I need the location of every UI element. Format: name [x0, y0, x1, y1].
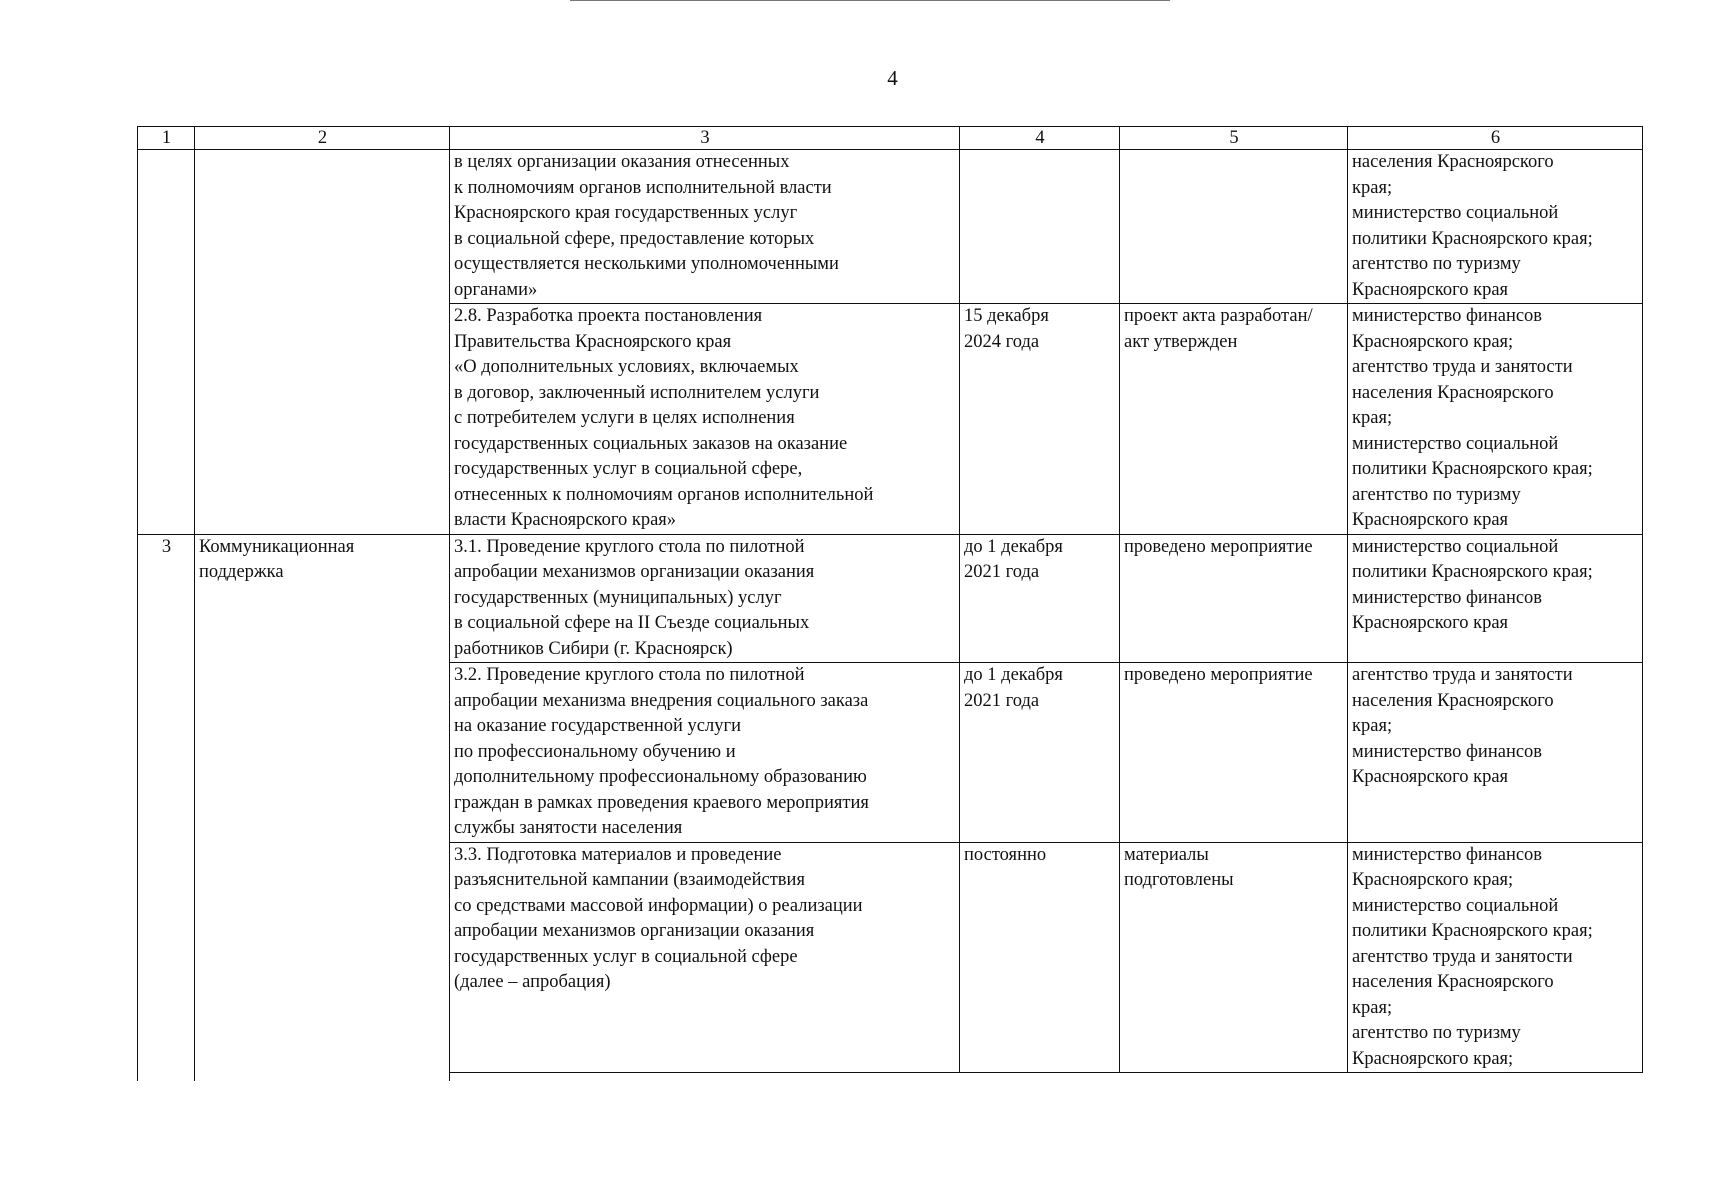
- cell-result: проект акта разработан/ акт утвержден: [1120, 304, 1348, 535]
- cell-responsible: министерство финансов Красноярского края; министерство социальной политики Красноярского края; агентство труда и занятости населения Красноярского края; агентство по туризму Красноярского края;: [1348, 842, 1643, 1073]
- column-header-6: 6: [1348, 127, 1643, 150]
- cell-responsible: населения Красноярского края; министерство социальной политики Красноярского края; агентство по туризму Красноярского края: [1348, 150, 1643, 304]
- cell-result: проведено мероприятие: [1120, 663, 1348, 843]
- cell-action: в целях организации оказания отнесенных к полномочиям органов исполнительной власти Красноярского края государственных услуг в социальной сфере, предоставление которых осуществляется несколькими уполномоченными органами»: [450, 150, 960, 304]
- cell-deadline: 15 декабря 2024 года: [960, 304, 1120, 535]
- cell-number: [138, 150, 195, 535]
- cell-action: 3.3. Подготовка материалов и проведение разъяснительной кампании (взаимодействия со средствами массовой информации) о реализации апробации механизмов организации оказания государственных услуг в социальной сфере (далее – апробация): [450, 842, 960, 1073]
- cell-action: 2.8. Разработка проекта постановления Правительства Красноярского края «О дополнительных условиях, включаемых в договор, заключенный исполнителем услуги с потребителем услуги в целях исполнения государственных социальных заказов на оказание государственных услуг в социальной сфере, отнесенных к полномочиям органов исполнительной власти Красноярского края»: [450, 304, 960, 535]
- cell-deadline: до 1 декабря 2021 года: [960, 663, 1120, 843]
- plan-table: [137, 126, 1643, 1081]
- column-header-5: 5: [1120, 127, 1348, 150]
- top-edge-rule: [570, 0, 1170, 1]
- cell-responsible: министерство финансов Красноярского края; агентство труда и занятости населения Красноярского края; министерство социальной политики Красноярского края; агентство по туризму Красноярского края: [1348, 304, 1643, 535]
- cell-deadline: постоянно: [960, 842, 1120, 1073]
- cell-deadline: до 1 декабря 2021 года: [960, 534, 1120, 663]
- cell-deadline: [960, 150, 1120, 304]
- cell-action: 3.2. Проведение круглого стола по пилотной апробации механизма внедрения социального заказа на оказание государственной услуги по профессиональному обучению и дополнительному профессиональному образованию граждан в рамках проведения краевого мероприятия службы занятости населения: [450, 663, 960, 843]
- page-number: 4: [887, 66, 898, 90]
- column-header-4: 4: [960, 127, 1120, 150]
- cell-number: 3: [138, 534, 195, 1081]
- column-header-1: 1: [138, 127, 195, 150]
- cell-action: 3.1. Проведение круглого стола по пилотной апробации механизмов организации оказания государственных (муниципальных) услуг в социальной сфере на II Съезде социальных работников Сибири (г. Красноярск): [450, 534, 960, 663]
- cell-responsible: министерство социальной политики Красноярского края; министерство финансов Красноярского края: [1348, 534, 1643, 663]
- cell-responsible: агентство труда и занятости населения Красноярского края; министерство финансов Красноярского края: [1348, 663, 1643, 843]
- cell-result: материалы подготовлены: [1120, 842, 1348, 1073]
- cell-result: проведено мероприятие: [1120, 534, 1348, 663]
- cell-result: [1120, 150, 1348, 304]
- table-row: [138, 534, 1643, 663]
- column-header-3: 3: [450, 127, 960, 150]
- column-header-2: 2: [195, 127, 450, 150]
- table-row: [138, 150, 1643, 304]
- header-row: [138, 127, 1643, 150]
- cell-section: [195, 150, 450, 535]
- cell-section: Коммуникационная поддержка: [195, 534, 450, 1081]
